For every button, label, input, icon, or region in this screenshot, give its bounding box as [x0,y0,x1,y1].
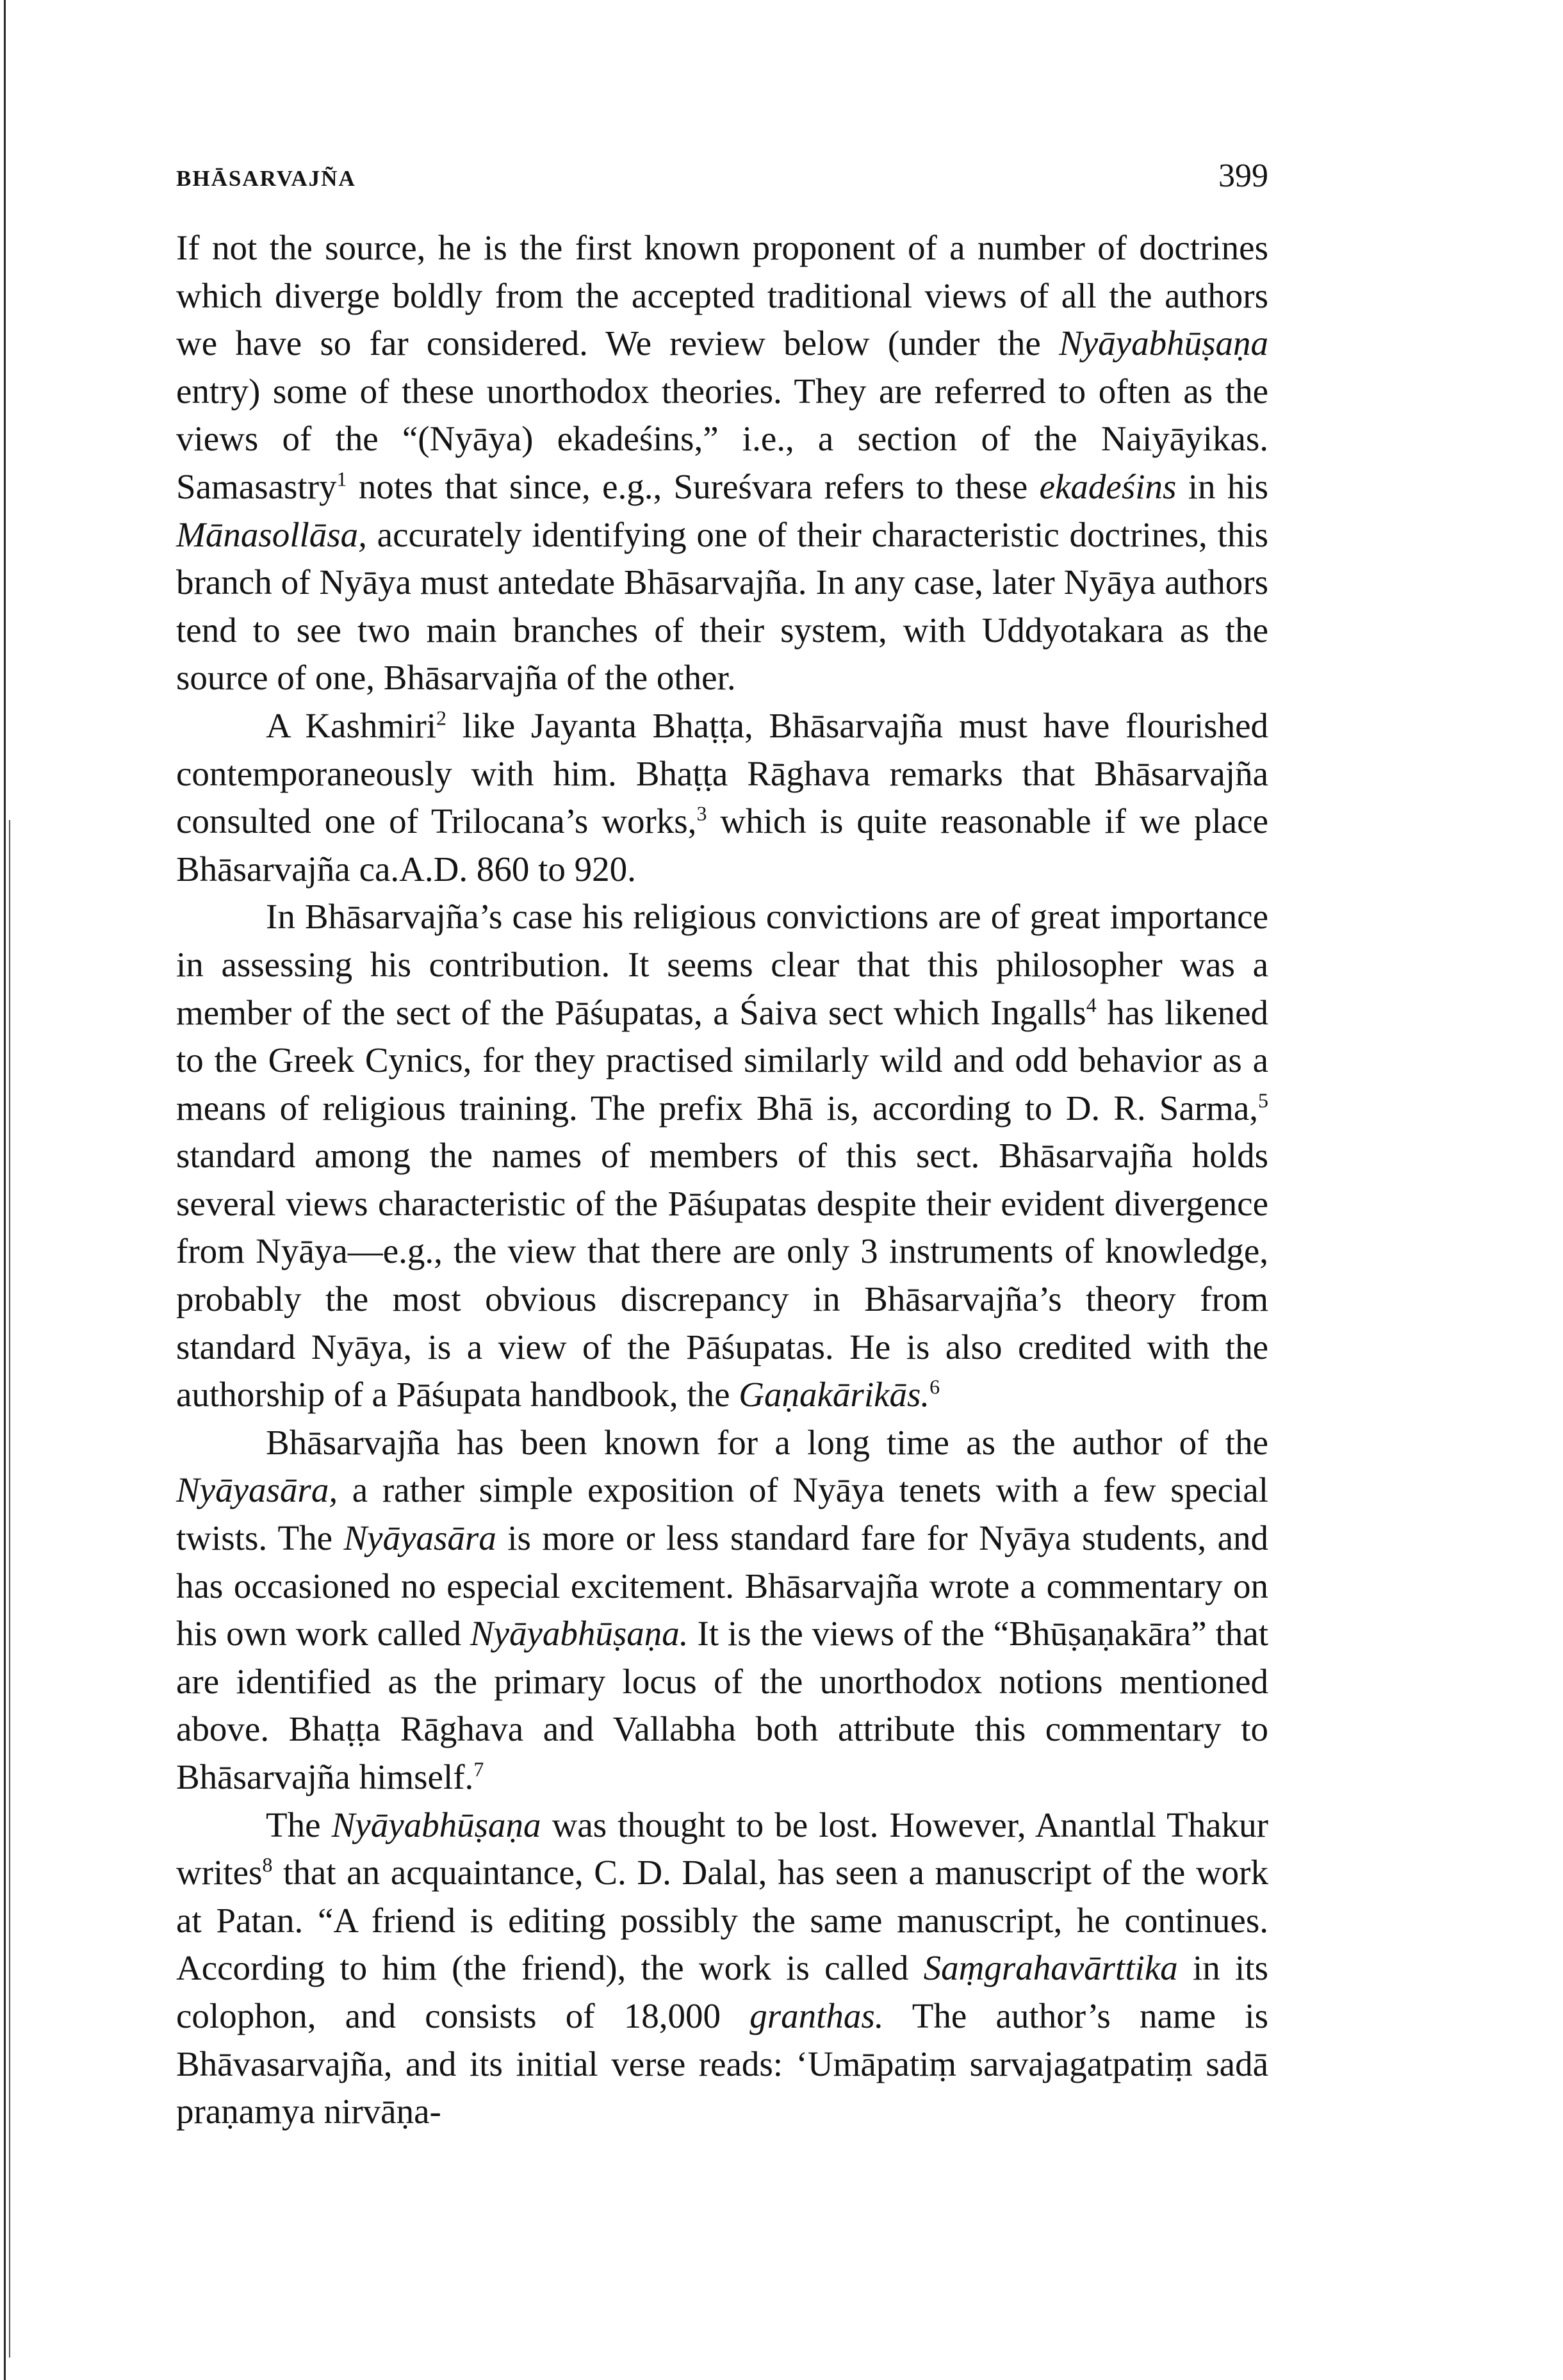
text-run: A Kashmiri [266,705,437,745]
text-run: is more or less standard fare for Nyāya students, and has occasioned no especial excitement. Bhāsarvajña wrote a commentary on his own work called [176,1518,1268,1654]
italic-title: granthas. [749,1996,884,2035]
text-run: The author’s name is Bhāvasarvajña, and its initial verse reads: ‘Umāpatiṃ sarvajagatpatiṃ sadā praṇamya nirvāṇa- [176,1996,1268,2131]
paragraph [176,893,1268,1419]
footnote-marker: 1 [336,467,347,491]
footnote-marker: 6 [929,1375,940,1399]
text-run: that an acquaintance, C. D. Dalal, has seen a manuscript of the work at Patan. “A friend is editing possibly the same manuscript, he continues. According to him (the friend), the work is called [176,1853,1268,1988]
scan-binding-edge [4,0,6,2380]
text-run: Bhāsarvajña has been known for a long time as the author of the [266,1422,1268,1462]
text-run: standard among the names of members of this sect. Bhāsarvajña holds several views characteristic of the Pāśupatas despite their evident divergence from Nyāya—e.g., the view that there are only 3 instruments of knowledge, probably the most obvious discrepancy in Bhāsarvajña’s theory from standard Nyāya, is a view of the Pāśupatas. He is also credited with the authorship of a Pāśupata handbook, the [176,1136,1268,1415]
text-run: entry) some of these unorthodox theories. They are referred to often as the views of the “(Nyāya) ekadeśins,” i.e., a section of the Naiyāyikas. Samasastry [176,371,1268,506]
italic-title: Nyāyabhūṣaṇa. [470,1614,689,1654]
footnote-marker: 3 [696,801,707,825]
paragraph [176,224,1268,702]
page-number: 399 [1218,158,1268,194]
text-run: The [266,1805,332,1844]
body-text [176,224,1268,2136]
footnote-marker: 4 [1086,993,1097,1017]
italic-title: Mānasollāsa, [176,514,367,554]
text-run: which is quite reasonable if we place Bhāsarvajña ca.A.D. 860 to 920. [176,801,1268,889]
italic-title: Saṃgrahavārttika [923,1948,1178,1988]
text-run: was thought to be lost. However, Anantlal Thakur writes [176,1805,1268,1892]
text-run: like Jayanta Bhaṭṭa, Bhāsarvajña must have flourished contemporaneously with him. Bhaṭṭa Rāghava remarks that Bhāsarvajña consulted one of Trilocana’s works, [176,705,1268,841]
running-head: BHĀSARVAJÑA [176,166,356,191]
footnote-marker: 5 [1258,1088,1268,1112]
paragraph [176,1801,1268,2136]
text-run: has likened to the Greek Cynics, for they practised similarly wild and odd behavior as a means of religious training. The prefix Bhā is, according to D. R. Sarma, [176,992,1268,1128]
paragraph [176,1419,1268,1801]
italic-title: ekadeśins [1039,466,1177,506]
paragraph [176,702,1268,893]
text-run: a rather simple exposition of Nyāya tenets with a few special twists. The [176,1470,1268,1558]
text-run: in its colophon, and consists of 18,000 [176,1948,1268,2035]
scan-binding-edge-inner [9,820,10,2358]
text-run: accurately identifying one of their characteristic doctrines, this branch of Nyāya must antedate Bhāsarvajña. In any case, later Nyāya authors tend to see two main branches of their system, with Uddyotakara as the source of one, Bhāsarvajña of the other. [176,514,1268,698]
footnote-marker: 7 [473,1757,484,1781]
text-run: notes that since, e.g., Sureśvara refers to these [347,466,1040,506]
italic-title: Gaṇakārikās. [739,1375,930,1415]
italic-title: Nyāyasāra [343,1518,496,1558]
text-run: in his [1176,466,1269,506]
footnote-marker: 2 [436,706,447,730]
text-run: It is the views of the “Bhūṣaṇakāra” that are identified as the primary locus of the unorthodox notions mentioned above. Bhaṭṭa Rāghava and Vallabha both attribute this commentary to Bhāsarvajña himself. [176,1614,1268,1796]
page-header [176,157,1268,202]
text-run: If not the source, he is the first known proponent of a number of doctrines which diverge boldly from the accepted traditional views of all the authors we have so far considered. We review below (under the [176,228,1268,363]
italic-title: Nyāyabhūṣaṇa [1059,324,1268,363]
italic-title: Nyāyabhūṣaṇa [331,1805,541,1844]
footnote-marker: 8 [262,1853,273,1876]
text-run: In Bhāsarvajña’s case his religious convictions are of great importance in assessing his contribution. It seems clear that this philosopher was a member of the sect of the Pāśupatas, a Śaiva sect which Ingalls [176,897,1268,1032]
italic-title: Nyāyasāra, [176,1470,338,1510]
